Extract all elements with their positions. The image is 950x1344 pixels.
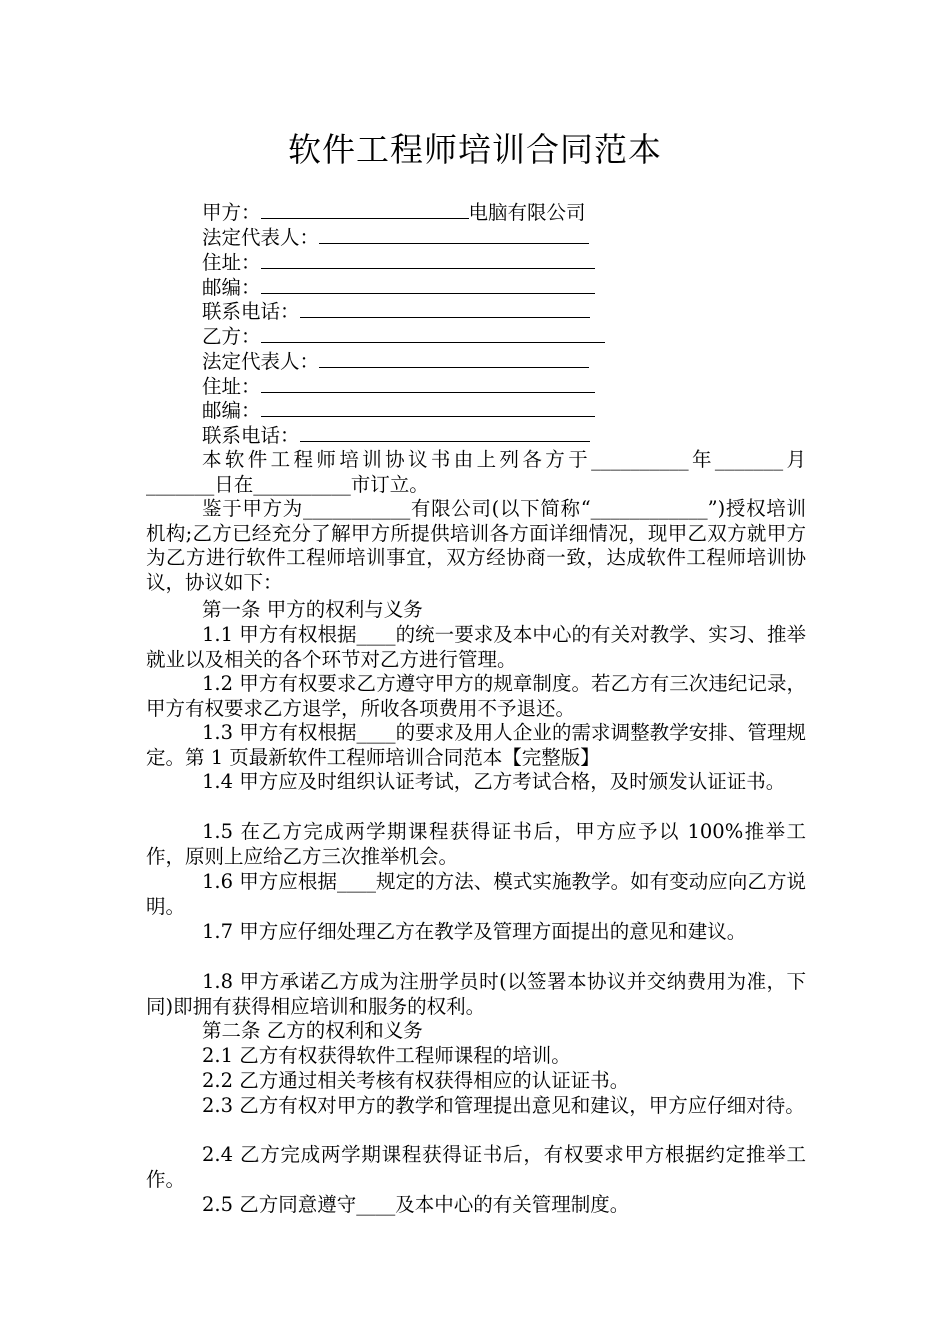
party-b-address-blank <box>261 373 595 393</box>
party-b-name-blank <box>261 323 605 343</box>
party-b-name-line <box>202 323 605 347</box>
party-a-zip-blank <box>261 274 595 294</box>
party-b-phone-blank <box>300 422 590 442</box>
article-1-item: 1.6 甲方应根据____规定的方法、模式实施教学。如有变动应向乙方说明。 <box>146 870 806 918</box>
article-2-heading: 第二条 乙方的权利和义务 <box>202 1019 423 1042</box>
document-title: 软件工程师培训合同范本 <box>288 130 662 169</box>
party-b-address-label: 住址： <box>202 375 261 398</box>
article-2-item: 2.3 乙方有权对甲方的教学和管理提出意见和建议，甲方应仔细对待。 <box>202 1094 805 1117</box>
party-a-address-blank <box>261 249 595 269</box>
article-2-item: 2.4 乙方完成两学期课程获得证书后，有权要求甲方根据约定推举工作。 <box>146 1143 806 1191</box>
article-1-item: 1.2 甲方有权要求乙方遵守甲方的规章制度。若乙方有三次违纪记录，甲方有权要求乙方退学，所收各项费用不予退还。 <box>146 672 806 720</box>
party-a-rep-line <box>202 224 589 248</box>
article-1-item: 1.3 甲方有权根据____的要求及用人企业的需求调整教学安排、管理规定。第 1 页最新软件工程师培训合同范本【完整版】 <box>146 721 806 769</box>
party-a-phone-label: 联系电话： <box>202 300 300 323</box>
party-b-rep-line <box>202 348 589 372</box>
article-2-item: 2.5 乙方同意遵守____及本中心的有关管理制度。 <box>202 1193 630 1216</box>
article-1-item: 1.8 甲方承诺乙方成为注册学员时(以签署本协议并交纳费用为准，下同)即拥有获得相应培训和服务的权利。 <box>146 970 806 1018</box>
party-a-name-label: 甲方： <box>202 201 261 224</box>
party-b-address-line <box>202 373 595 397</box>
party-a-zip-line <box>202 274 595 298</box>
party-a-address-label: 住址： <box>202 251 261 274</box>
party-b-rep-blank <box>319 348 589 368</box>
party-b-phone-label: 联系电话： <box>202 424 300 447</box>
party-a-phone-line <box>202 298 590 322</box>
article-1-heading: 第一条 甲方的权利与义务 <box>202 598 423 621</box>
party-a-address-line <box>202 249 595 273</box>
intro-paragraph: 本软件工程师培训协议书由上列各方于__________年_______月_______日在__________市订立。 <box>146 448 806 496</box>
party-a-zip-label: 邮编： <box>202 276 261 299</box>
article-1-item: 1.1 甲方有权根据____的统一要求及本中心的有关对教学、实习、推举就业以及相关的各个环节对乙方进行管理。 <box>146 623 806 671</box>
party-b-zip-blank <box>261 397 595 417</box>
party-b-rep-label: 法定代表人： <box>202 350 320 373</box>
article-1-item: 1.5 在乙方完成两学期课程获得证书后，甲方应予以 100%推举工作，原则上应给乙方三次推举机会。 <box>146 820 806 868</box>
whereas-paragraph: 鉴于甲方为___________有限公司(以下简称“____________”)授权培训机构;乙方已经充分了解甲方所提供培训各方面详细情况，现甲乙双方就甲方为乙方进行软件工程师培训事宜，双方经协商一致，达成软件工程师培训协议，协议如下： <box>146 497 806 594</box>
party-a-name-line <box>202 199 586 223</box>
party-a-rep-label: 法定代表人： <box>202 226 320 249</box>
article-2-item: 2.1 乙方有权获得软件工程师课程的培训。 <box>202 1044 571 1067</box>
party-b-phone-line <box>202 422 590 446</box>
party-a-phone-blank <box>300 298 590 318</box>
article-1-item: 1.4 甲方应及时组织认证考试，乙方考试合格，及时颁发认证证书。 <box>202 770 786 793</box>
party-a-rep-blank <box>319 224 589 244</box>
party-b-name-label: 乙方： <box>202 325 261 348</box>
article-2-item: 2.2 乙方通过相关考核有权获得相应的认证证书。 <box>202 1069 630 1092</box>
article-1-item: 1.7 甲方应仔细处理乙方在教学及管理方面提出的意见和建议。 <box>202 920 747 943</box>
party-a-name-blank <box>261 199 469 219</box>
party-b-zip-line <box>202 397 595 421</box>
party-b-zip-label: 邮编： <box>202 399 261 422</box>
party-a-name-suffix: 电脑有限公司 <box>468 201 586 224</box>
